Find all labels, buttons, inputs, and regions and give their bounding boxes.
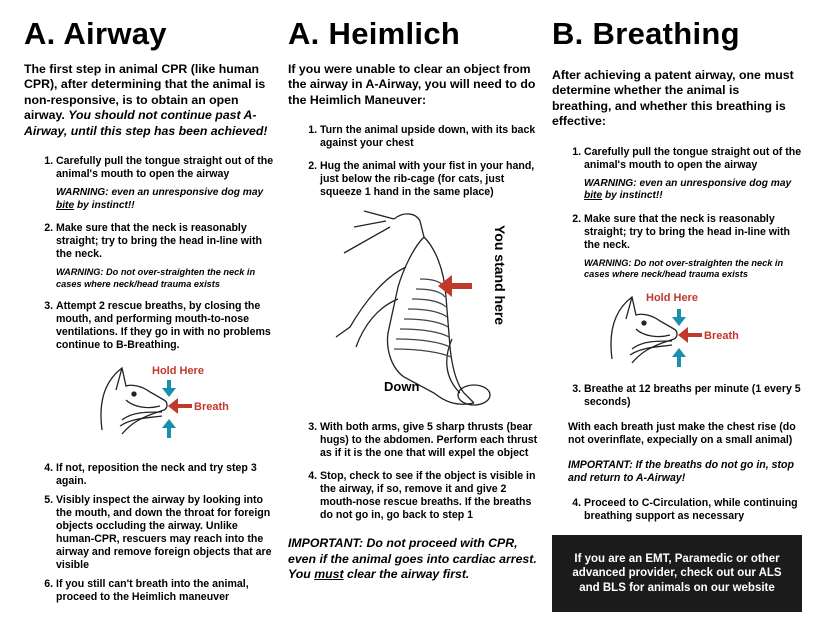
dog-head-icon [101, 368, 167, 434]
airway-steps-b [24, 462, 276, 604]
warn-text: WARNING: even an unresponsive dog may [584, 177, 792, 189]
important-underline: must [314, 567, 344, 582]
heimlich-figure [288, 203, 544, 435]
advanced-provider-box [552, 535, 802, 612]
airway-intro [24, 62, 276, 139]
breath-label: Breath [194, 401, 229, 414]
airway-step-3 [56, 300, 276, 352]
breathing-steps-b [552, 383, 802, 409]
breathing-title: B. Breathing [552, 16, 740, 51]
warn-text-end: by instinct!! [602, 190, 663, 202]
airway-intro-italic: You should not continue past A-Airway, until this step has been achieved! [24, 108, 268, 138]
breathing-step-2 [584, 213, 802, 281]
warn-text-end: by instinct!! [74, 199, 135, 211]
hold-here-label: Hold Here [646, 292, 698, 304]
airway-step-6 [56, 578, 276, 604]
breathing-step-1-text: Carefully pull the tongue straight out of the animal's mouth to open the airway [584, 145, 802, 171]
heimlich-step-1 [320, 124, 544, 150]
airway-step-4-text: If not, reposition the neck and try step 3 again. [56, 462, 257, 488]
breathing-column [552, 14, 802, 523]
heimlich-steps-a [288, 124, 544, 199]
heimlich-step-4 [320, 470, 544, 522]
hold-here-label: Hold Here [152, 365, 204, 378]
breathing-step-1 [584, 146, 802, 203]
advanced-provider-text: If you are an EMT, Paramedic or other advanced provider, check out our ALS and BLS for animals on our website [572, 552, 782, 594]
airway-step-5 [56, 494, 276, 572]
breath-label: Breath [704, 330, 739, 342]
airway-step-6-text: If you still can't breath into the animal, proceed to the Heimlich maneuver [56, 578, 249, 604]
arrow-down-icon [672, 309, 686, 326]
breathing-important: IMPORTANT: If the breaths do not go in, stop and return to A-Airway! [568, 459, 794, 484]
heimlich-step-2-text: Hug the animal with your fist in your hand, just below the rib-cage (for cats, just squeeze 1 hand in the same place) [320, 160, 535, 199]
arrow-up-icon [672, 348, 686, 367]
breathing-intro: After achieving a patent airway, one must determine whether the animal is breathing, and whether this breathing is effective: [552, 68, 794, 129]
breathing-step-2-text: Make sure that the neck is reasonably straight; try to bring the head in-line with the neck. [584, 212, 790, 251]
airway-diagram [92, 360, 262, 446]
arrow-left-icon [168, 398, 192, 414]
breathing-steps-c [552, 497, 802, 523]
heimlich-title: A. Heimlich [288, 16, 461, 51]
airway-step-2-text: Make sure that the neck is reasonably straight; try to bring the head in-line with the neck. [56, 222, 262, 261]
important-text: IMPORTANT: Do not proceed with CPR, even if the animal goes into cardiac arrest. You [288, 536, 537, 582]
warn-underline: bite [56, 199, 75, 211]
airway-step-2 [56, 222, 276, 290]
heimlich-intro: If you were unable to clear an object from the airway in A-Airway, you will need to do the Heimlich Maneuver: [288, 62, 536, 107]
arrow-up-icon [162, 419, 176, 438]
breathing-paragraph: With each breath just make the chest rise (do not overinflate, expecially on a small animal) [568, 421, 796, 446]
airway-step-1-warning [56, 187, 276, 212]
breathing-diagram [602, 289, 772, 375]
airway-title: A. Airway [24, 16, 167, 51]
warn-text: WARNING: even an unresponsive dog may [56, 187, 264, 199]
airway-step-3-text: Attempt 2 rescue breaths, by closing the mouth, and performing mouth-to-nose ventilations. If they go in with no problems continue to B-Breathing. [56, 300, 271, 352]
important-text-end: clear the airway first. [343, 567, 470, 582]
heimlich-step-3-text: With both arms, give 5 sharp thrusts (bear hugs) to the abdomen. Perform each thrust as if it is the one that will expel the object [320, 421, 538, 460]
breathing-steps-a [552, 146, 802, 281]
heimlich-step-4-text: Stop, check to see if the object is visible in the airway, if so, remove it and give 2 mouth-nose rescue breaths. If the breaths do not go in, go back to step 1 [320, 470, 536, 522]
airway-intro-text: The first step in animal CPR (like human CPR), after determining that the animal is non-responsive, is to obtain an open airway. [24, 62, 266, 123]
breathing-step-3-text: Breathe at 12 breaths per minute (1 every 5 seconds) [584, 383, 801, 408]
airway-column [24, 14, 276, 604]
airway-step-1 [56, 155, 276, 212]
airway-step-1-text: Carefully pull the tongue straight out of the animal's mouth to open the airway [56, 155, 274, 181]
heimlich-step-1-text: Turn the animal upside down, with its back against your chest [320, 124, 536, 150]
dog-head-icon [611, 297, 677, 363]
heimlich-column [288, 14, 544, 582]
heimlich-steps-b [288, 421, 544, 522]
breathing-step-4-text: Proceed to C-Circulation, while continuing breathing support as necessary [584, 497, 798, 522]
breathing-step-2-warning: WARNING: Do not over-straighten the neck in cases where neck/head trauma exists [584, 257, 784, 280]
airway-steps-a [24, 155, 276, 352]
down-label: Down [384, 379, 420, 395]
heimlich-important [288, 536, 544, 582]
warn-underline: bite [584, 190, 603, 202]
arrow-left-icon [678, 327, 702, 343]
arrow-down-icon [162, 380, 176, 397]
airway-step-5-text: Visibly inspect the airway by looking into the mouth, and down the throat for foreign objects occluding the airway. Unlike human-CPR, rescuers may reach into the airway and remove foreign objects that are visible [56, 494, 272, 572]
you-stand-here-label: You stand here [492, 225, 508, 326]
breathing-step-1-warning [584, 178, 802, 203]
airway-step-2-warning: WARNING: Do not over-straighten the neck in cases where neck/head trauma exists [56, 267, 256, 289]
heimlich-step-2 [320, 160, 544, 199]
breathing-step-4 [584, 497, 802, 523]
airway-step-4 [56, 462, 276, 488]
breathing-step-3 [584, 383, 802, 409]
